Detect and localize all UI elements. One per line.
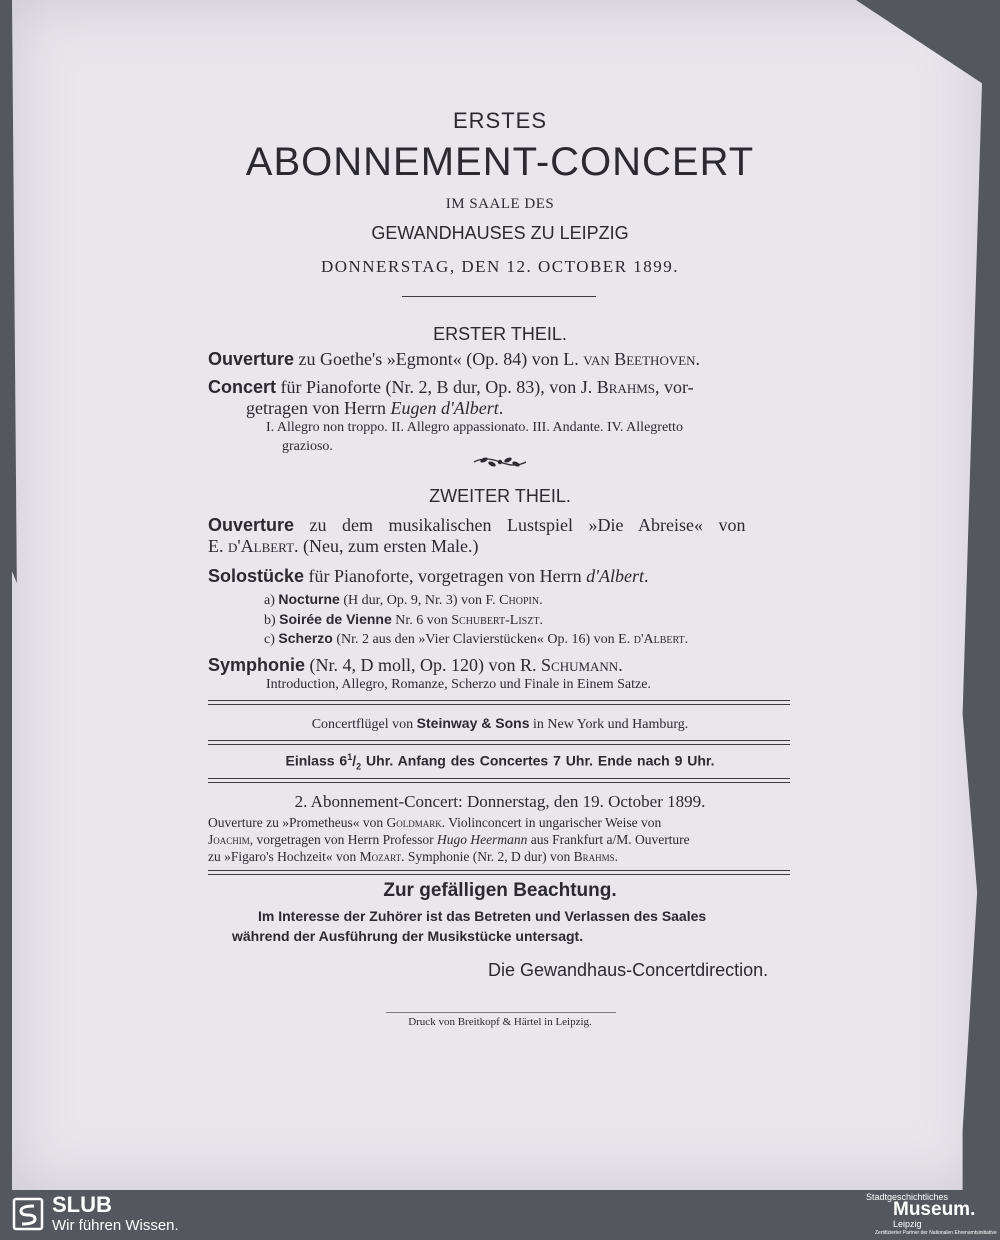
header-divider [402,296,596,297]
nc-line1-composer: Goldmark [386,815,442,830]
solo-item-composer: Schubert-Liszt [451,613,540,628]
part2-heading: ZWEITER THEIL. [429,486,571,506]
einlass-sup: 1 [347,752,353,762]
solo-item-c [264,630,688,648]
part1-ouverture [208,349,700,370]
im-saale-label: IM SAALE DES [445,196,555,212]
museum-city: Leipzig [893,1219,922,1229]
einlass-text: Einlass 6 [285,752,348,769]
divider-double [208,740,790,745]
concert-movements-line1: I. Allegro non troppo. II. Allegro appassionato. III. Andante. IV. Allegretto [266,420,683,435]
next-concert-heading: 2. Abonnement-Concert: Donnerstag, den 19. October 1899. [294,792,706,811]
divider-double [208,778,790,783]
concert-text2: , vor- [655,377,694,397]
symphonie-label: Symphonie [208,655,306,675]
solo-item-a [264,591,543,609]
footer-bar [0,1190,1000,1240]
solo-item-end: . [684,632,689,647]
solo-item-text: (Nr. 2 aus den »Vier Clavierstücken« Op. 16) von E. [332,632,634,647]
printer-line: Druck von Breitkopf & Härtel in Leipzig. [408,1016,592,1028]
ouverture2-label: Ouverture [208,515,295,535]
solo-item-b [264,611,543,629]
solo-item-text: Nr. 6 von [391,613,452,628]
concert-composer: Brahms [596,377,656,397]
fluegel-brand: Steinway & Sons [416,715,530,731]
printer-divider [386,1012,616,1013]
slub-tagline: Wir führen Wissen. [52,1217,179,1234]
einlass-sub: 2 [356,761,362,772]
ouverture-end: . [695,349,701,369]
beachtung-line2: während der Ausführung der Musikstücke untersagt. [232,928,584,944]
solo-item-text: (H dur, Op. 9, Nr. 3) von F. [339,593,500,608]
part2-symphonie [208,655,623,676]
venue-label: GEWANDHAUSES ZU LEIPZIG [371,223,629,243]
concert-performer: Eugen d'Albert [390,398,499,418]
museum-note: Zertifizierter Partner der Nationalen Ehrenamtsinitiative [875,1230,997,1236]
ouverture-composer: van Beethoven [583,349,696,369]
solo-item-title: Scherzo [278,630,333,646]
solo-item-end: . [539,593,543,608]
ouverture2-composer: d'Albert [228,536,295,556]
solo-item-title: Soirée de Vienne [279,611,392,627]
part2-ouverture-line1 [208,515,745,536]
divider-double [208,870,790,875]
fluegel-pre: Concertflügel von [311,717,417,732]
solo-label: Solostücke [208,566,305,586]
einlass-notice: Einlass $6^1/_2$ Uhr. Anfang des Concertes 7 Uhr. Ende nach 9 Uhr. [285,752,715,772]
part1-heading: ERSTER THEIL. [433,324,567,344]
nc-line3-a: zu »Figaro's Hochzeit« von [208,849,360,864]
next-concert-line3 [208,849,618,865]
solo-item-letter: c) [264,632,275,647]
nc-line2-b: aus Frankfurt a/M. Ouverture [527,832,690,847]
part2-ouverture-line2 [208,536,478,557]
beachtung-line1: Im Interesse der Zuhörer ist das Betreten und Verlassen des Saales [258,908,707,924]
concert-text: für Pianoforte (Nr. 2, B dur, Op. 83), von J. [276,377,597,397]
nc-line2-a: , vorgetragen von Herrn Professor [249,832,437,847]
erstes-label: ERSTES [452,108,548,133]
ouverture2-text: zu dem musikalischen Lustspiel »Die Abreise« von [294,515,746,535]
solo-item-end: . [539,613,543,628]
ouverture2-line2-end: . (Neu, zum ersten Male.) [294,536,479,556]
symphonie-subtitle: Introduction, Allegro, Romanze, Scherzo und Finale in Einem Satze. [266,677,651,692]
ornament-icon [470,452,530,472]
concert-end: . [498,398,504,418]
concert-line2-text: getragen von Herrn [246,398,391,418]
nc-line2-performer: Hugo Heermann [436,832,528,847]
concert-movements-line2: grazioso. [282,439,333,454]
solo-item-letter: a) [264,593,275,608]
solo-item-composer: d'Albert [633,632,685,647]
fluegel-notice [0,715,1000,733]
solo-item-composer: Chopin [499,593,540,608]
solo-performer: d'Albert [586,566,644,586]
solo-item-letter: b) [264,613,276,628]
symphonie-composer: Schumann [541,655,619,675]
nc-line3-composer2: Brahms [573,849,615,864]
part1-concert-line1 [208,377,694,398]
next-concert-line2 [208,832,690,848]
next-concert-line1 [208,815,661,831]
einlass-rest: Uhr. Anfang des Concertes 7 Uhr. Ende nach 9 Uhr. [361,752,715,769]
divider-double [208,700,790,705]
solo-text: für Pianoforte, vorgetragen von Herrn [304,566,587,586]
nc-line2-composer: Joachim [208,832,250,847]
fluegel-post: in New York und Hamburg. [529,717,689,732]
nc-line3-composer: Mozart [359,849,402,864]
symphonie-end: . [618,655,623,675]
beachtung-heading: Zur gefälligen Beachtung. [383,880,617,901]
nc-line1-b: . Violinconcert in ungarischer Weise von [441,815,662,830]
slub-logo-icon [12,1197,44,1231]
nc-line1-a: Ouverture zu »Prometheus« von [208,815,387,830]
nc-line3-end: . [614,849,619,864]
museum-small: Stadtgeschichtliches [866,1192,949,1202]
nc-line3-b: . Symphonie (Nr. 2, D dur) von [401,849,574,864]
signature: Die Gewandhaus-Concertdirection. [488,960,769,980]
part2-solo [208,566,648,587]
concert-date: DONNERSTAG, DEN 12. OCTOBER 1899. [320,257,680,276]
museum-name: Museum. [893,1199,976,1220]
part1-concert-line2 [246,398,503,419]
page-title: ABONNEMENT-CONCERT [245,140,755,184]
ouverture2-line2: E. [208,536,228,556]
symphonie-text: (Nr. 4, D moll, Op. 120) von R. [305,655,542,675]
slub-name: SLUB [52,1192,112,1217]
solo-item-title: Nocturne [278,591,340,607]
solo-end: . [643,566,649,586]
ouverture-label: Ouverture [208,349,295,369]
concert-label: Concert [208,377,277,397]
ouverture-text: zu Goethe's »Egmont« (Op. 84) von L. [294,349,584,369]
